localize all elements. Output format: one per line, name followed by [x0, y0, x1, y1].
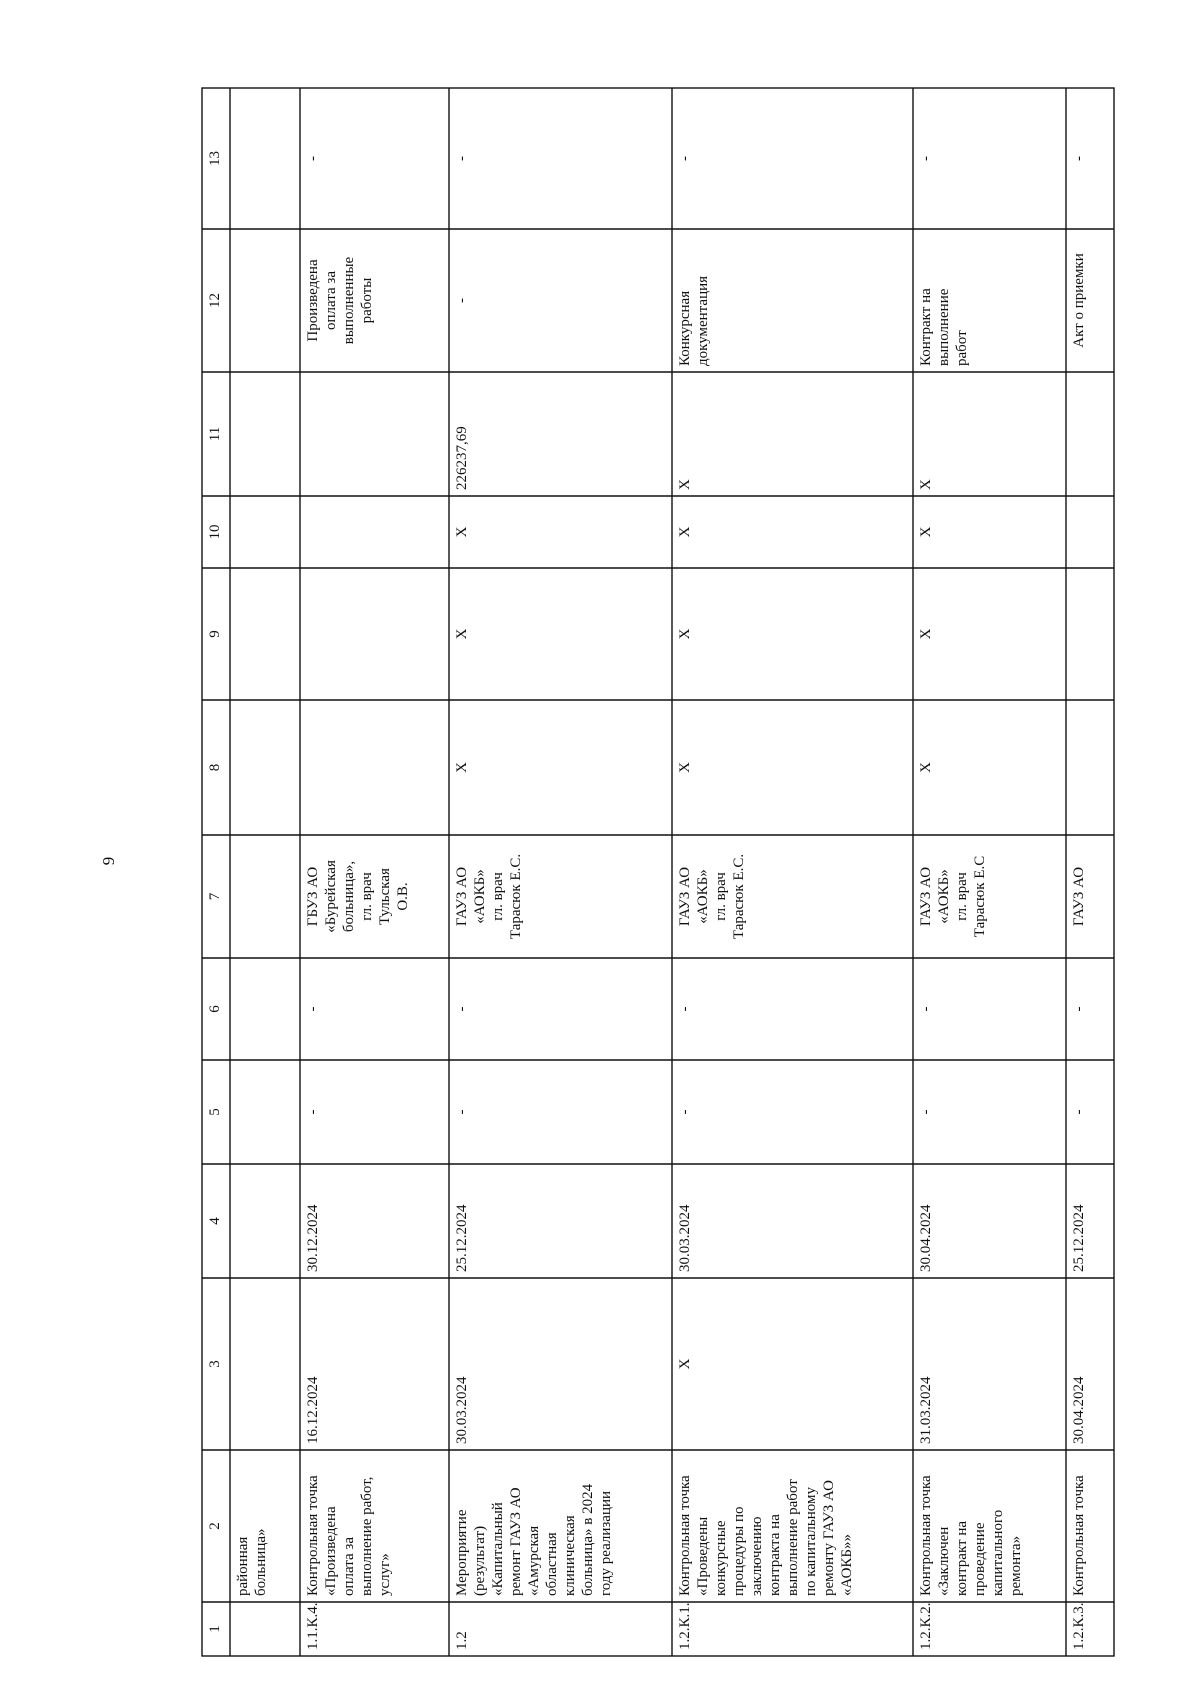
header-cell-10: 10 [207, 524, 223, 540]
row0-col2: районная больница» [235, 1528, 269, 1596]
row5-col13: - [1071, 156, 1087, 161]
rotated-table [202, 88, 1116, 1656]
row5-col6: - [1071, 1006, 1087, 1012]
row3-col6: - [677, 1006, 693, 1012]
row3-col10: Х [677, 526, 693, 538]
row5-col3: 30.04.2024 [1071, 1376, 1087, 1444]
row2-col7: ГАУЗ АО «АОКБ» гл. врач Тарасюк Е.С. [454, 853, 524, 940]
row3-col11: Х [677, 479, 693, 490]
row4-col8: Х [918, 762, 934, 773]
row2-col13: - [454, 156, 470, 161]
row3-col13: - [677, 156, 693, 161]
row2-col8: Х [454, 762, 470, 773]
header-cell-2: 2 [207, 1522, 223, 1530]
header-cell-5: 5 [207, 1108, 223, 1116]
row1-col5: - [305, 1109, 321, 1115]
row5-col1: 1.2.К.3. [1071, 1602, 1087, 1650]
row4-col12: Контракт на выполнение работ [918, 288, 970, 366]
row1-col6: - [305, 1006, 321, 1012]
row5-col5: - [1071, 1109, 1087, 1115]
row4-col6: - [918, 1006, 934, 1012]
row4-col2: Контрольная точка «Заключен контракт на проведение капитального ремонта» [918, 1475, 1024, 1596]
row3-col12: Конкурсная документация [677, 275, 711, 366]
header-cell-1: 1 [207, 1625, 223, 1633]
row2-col11: 226237,69 [454, 426, 470, 490]
row2-col4: 25.12.2024 [454, 1204, 470, 1272]
row1-col12: Произведена оплата за выполненные работы [305, 256, 375, 345]
header-cell-12: 12 [207, 293, 223, 308]
row5-col2: Контрольная точка [1071, 1475, 1087, 1596]
row1-col1: 1.1.К.4. [305, 1602, 321, 1650]
row2-col1: 1.2 [454, 1631, 470, 1650]
header-cell-8: 8 [207, 763, 223, 772]
header-cell-13: 13 [207, 151, 223, 166]
row2-col2: Мероприятие (результат) «Капитальный ремонт ГАУЗ АО «Амурская областная клиническая больница» в 2024 году реализации [454, 1483, 614, 1596]
row4-col7: ГАУЗ АО «АОКБ» гл. врач Тарасюк Е.С [918, 855, 988, 938]
row4-col13: - [918, 156, 934, 161]
row3-col5: - [677, 1109, 693, 1115]
page-number: 9 [99, 856, 118, 866]
row2-col9: Х [454, 628, 470, 640]
header-cell-3: 3 [207, 1360, 223, 1368]
row2-col3: 30.03.2024 [454, 1376, 470, 1444]
row3-col8: Х [677, 762, 693, 773]
row4-col10: Х [918, 526, 934, 538]
row3-col3: Х [677, 1358, 693, 1370]
row5-col12: Акт о приемки [1071, 253, 1087, 348]
row2-col12: - [454, 298, 470, 303]
row3-col4: 30.03.2024 [677, 1204, 693, 1272]
row2-col10: Х [454, 526, 470, 538]
row5-col4: 25.12.2024 [1071, 1204, 1087, 1272]
row4-col3: 31.03.2024 [918, 1376, 934, 1444]
row3-col2: Контрольная точка «Проведены конкурсные процедуры по заключению контракта на выполнение работ по капитальному ремонту ГАУЗ АО «АОКБ»» [677, 1475, 855, 1596]
row1-col13: - [305, 156, 321, 161]
row1-col2: Контрольная точка «Произведена оплата за выполнение работ, услуг» [305, 1475, 393, 1596]
header-cell-4: 4 [207, 1217, 223, 1225]
row4-col1: 1.2.К.2. [918, 1602, 934, 1650]
row5-col7: ГАУЗ АО [1071, 866, 1087, 927]
header-cell-7: 7 [207, 892, 223, 901]
row3-col7: ГАУЗ АО «АОКБ» гл. врач Тарасюк Е.С. [677, 853, 747, 940]
row1-col4: 30.12.2024 [305, 1204, 321, 1272]
row1-col3: 16.12.2024 [305, 1376, 321, 1444]
row4-col11: Х [918, 479, 934, 490]
row1-col7: ГБУЗ АО «Бурейская больница», гл. врач Тульская О.В. [305, 860, 411, 933]
header-cell-6: 6 [207, 1005, 223, 1013]
header-cell-9: 9 [207, 630, 223, 638]
row2-col6: - [454, 1006, 470, 1012]
row3-col1: 1.2.К.1. [677, 1602, 693, 1650]
row2-col5: - [454, 1109, 470, 1115]
row4-col9: Х [918, 628, 934, 640]
row4-col4: 30.04.2024 [918, 1204, 934, 1272]
row3-col9: Х [677, 628, 693, 640]
header-cell-11: 11 [207, 426, 223, 442]
row4-col5: - [918, 1109, 934, 1115]
